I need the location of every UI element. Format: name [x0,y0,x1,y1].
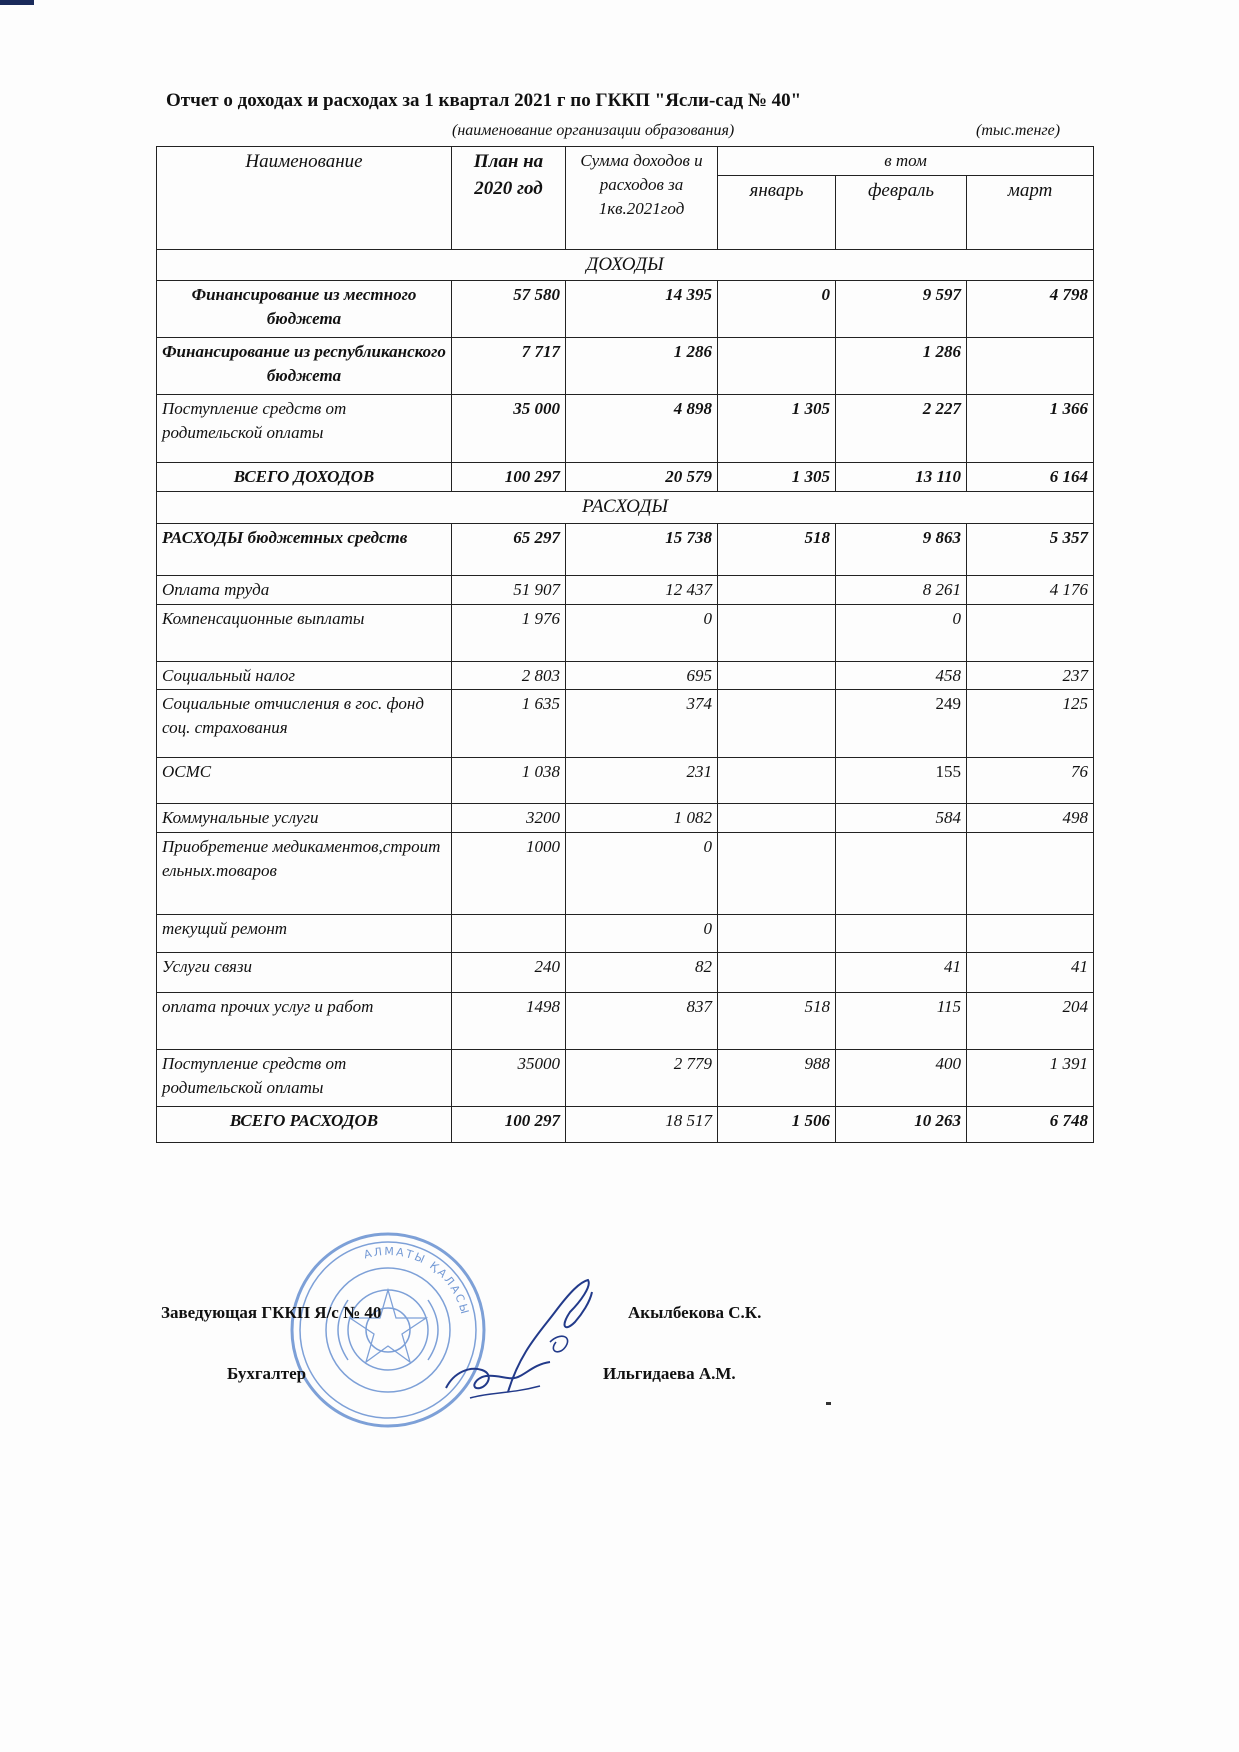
row-jan [718,604,836,661]
row-sum: 18 517 [566,1107,718,1143]
row-jan: 1 305 [718,463,836,492]
row-name: РАСХОДЫ бюджетных средств [157,523,452,575]
row-feb: 584 [836,804,967,833]
row-mar: 204 [967,993,1094,1050]
row-name: Компенсационные выплаты [157,604,452,661]
row-jan: 518 [718,993,836,1050]
row-name: Услуги связи [157,953,452,993]
scan-corner-mark [0,0,34,5]
row-mar: 6 748 [967,1107,1094,1143]
table-row [157,1050,1094,1107]
row-mar: 41 [967,953,1094,993]
ink-speck [826,1402,831,1405]
header-row-top [157,147,1094,176]
section-expense-label: РАСХОДЫ [157,492,1094,524]
table-row [157,661,1094,690]
table-row [157,523,1094,575]
row-feb: 2 227 [836,395,967,463]
row-mar: 4 176 [967,575,1094,604]
row-name: Оплата труда [157,575,452,604]
row-plan: 7 717 [452,338,566,395]
table-row [157,804,1094,833]
row-mar: 1 366 [967,395,1094,463]
row-sum: 0 [566,915,718,953]
row-mar [967,833,1094,915]
row-mar [967,604,1094,661]
row-name: Коммунальные услуги [157,804,452,833]
row-name: Приобретение медикаментов,строительных.товаров [157,833,452,915]
section-income-label: ДОХОДЫ [157,249,1094,281]
header-jan: январь [718,175,836,249]
row-name: ВСЕГО ДОХОДОВ [157,463,452,492]
org-caption: (наименование организации образования) [452,122,735,139]
report-title: Отчет о доходах и расходах за 1 квартал 2021 г по ГККП "Ясли-сад № 40" [166,90,802,111]
row-sum: 0 [566,833,718,915]
row-plan: 3200 [452,804,566,833]
stamp-text: АЛМАТЫ ҚАЛАСЫ [362,1244,472,1318]
row-mar [967,915,1094,953]
table-row-total [157,463,1094,492]
row-mar: 237 [967,661,1094,690]
row-plan: 51 907 [452,575,566,604]
row-plan: 1 635 [452,690,566,758]
row-jan [718,661,836,690]
row-sum: 15 738 [566,523,718,575]
units-label: (тыс.тенге) [976,122,1061,139]
row-plan: 2 803 [452,661,566,690]
row-jan: 0 [718,281,836,338]
row-plan: 100 297 [452,1107,566,1143]
row-name: Финансирование из местного бюджета [157,281,452,338]
section-income [157,249,1094,281]
row-jan [718,690,836,758]
row-jan [718,338,836,395]
row-feb: 1 286 [836,338,967,395]
row-plan: 240 [452,953,566,993]
table-row [157,953,1094,993]
row-plan: 57 580 [452,281,566,338]
row-sum: 0 [566,604,718,661]
row-name: Социальные отчисления в гос. фонд соц. страхования [157,690,452,758]
row-jan [718,804,836,833]
table-row-total [157,1107,1094,1143]
row-feb: 10 263 [836,1107,967,1143]
row-feb: 9 597 [836,281,967,338]
row-sum: 2 779 [566,1050,718,1107]
table-row [157,690,1094,758]
row-sum: 837 [566,993,718,1050]
row-mar: 4 798 [967,281,1094,338]
row-jan [718,575,836,604]
header-sum: Сумма доходов и расходов за 1кв.2021год [566,147,718,250]
row-feb: 0 [836,604,967,661]
row-jan: 518 [718,523,836,575]
row-jan [718,833,836,915]
header-name: Наименование [157,147,452,250]
table-row [157,833,1094,915]
row-sum: 1 082 [566,804,718,833]
row-plan: 65 297 [452,523,566,575]
row-sum: 231 [566,758,718,804]
row-mar: 6 164 [967,463,1094,492]
row-mar: 76 [967,758,1094,804]
row-jan [718,953,836,993]
row-jan: 988 [718,1050,836,1107]
row-plan: 1498 [452,993,566,1050]
row-feb: 155 [836,758,967,804]
table-row [157,395,1094,463]
row-jan: 1 305 [718,395,836,463]
row-jan: 1 506 [718,1107,836,1143]
table-row [157,758,1094,804]
header-feb: февраль [836,175,967,249]
table-row [157,604,1094,661]
row-feb: 9 863 [836,523,967,575]
row-plan: 35 000 [452,395,566,463]
row-sum: 12 437 [566,575,718,604]
table-row [157,281,1094,338]
director-role: Заведующая ГККП Я/с № 40 [161,1303,382,1322]
table-row [157,915,1094,953]
row-jan [718,915,836,953]
row-plan: 1 038 [452,758,566,804]
section-expense [157,492,1094,524]
row-feb: 458 [836,661,967,690]
row-plan [452,915,566,953]
row-name: ВСЕГО РАСХОДОВ [157,1107,452,1143]
row-sum: 20 579 [566,463,718,492]
row-feb: 8 261 [836,575,967,604]
row-sum: 695 [566,661,718,690]
row-name: ОСМС [157,758,452,804]
header-breakdown: в том [718,147,1094,176]
row-feb: 13 110 [836,463,967,492]
row-sum: 14 395 [566,281,718,338]
row-plan: 100 297 [452,463,566,492]
row-feb [836,915,967,953]
row-feb: 41 [836,953,967,993]
row-feb: 400 [836,1050,967,1107]
row-feb [836,833,967,915]
table-row [157,575,1094,604]
row-name: Поступление средств от родительской оплаты [157,1050,452,1107]
row-mar: 1 391 [967,1050,1094,1107]
row-sum: 4 898 [566,395,718,463]
row-sum: 82 [566,953,718,993]
row-name: Социальный налог [157,661,452,690]
row-mar [967,338,1094,395]
report-table [156,146,1094,1143]
table-row [157,338,1094,395]
director-name: Акылбекова С.К. [628,1303,762,1322]
row-sum: 1 286 [566,338,718,395]
accountant-signature-icon [440,1342,560,1412]
row-feb: 249 [836,690,967,758]
header-mar: март [967,175,1094,249]
row-name: Поступление средств от родительской оплаты [157,395,452,463]
accountant-role: Бухгалтер [227,1364,307,1383]
header-plan: План на 2020 год [452,147,566,250]
row-name: текущий ремонт [157,915,452,953]
row-plan: 35000 [452,1050,566,1107]
accountant-name: Ильгидаева А.М. [603,1364,736,1383]
row-feb: 115 [836,993,967,1050]
row-mar: 5 357 [967,523,1094,575]
row-jan [718,758,836,804]
row-plan: 1000 [452,833,566,915]
row-mar: 125 [967,690,1094,758]
row-sum: 374 [566,690,718,758]
row-name: Финансирование из республиканского бюджета [157,338,452,395]
row-name: оплата прочих услуг и работ [157,993,452,1050]
row-mar: 498 [967,804,1094,833]
table-row [157,993,1094,1050]
row-plan: 1 976 [452,604,566,661]
